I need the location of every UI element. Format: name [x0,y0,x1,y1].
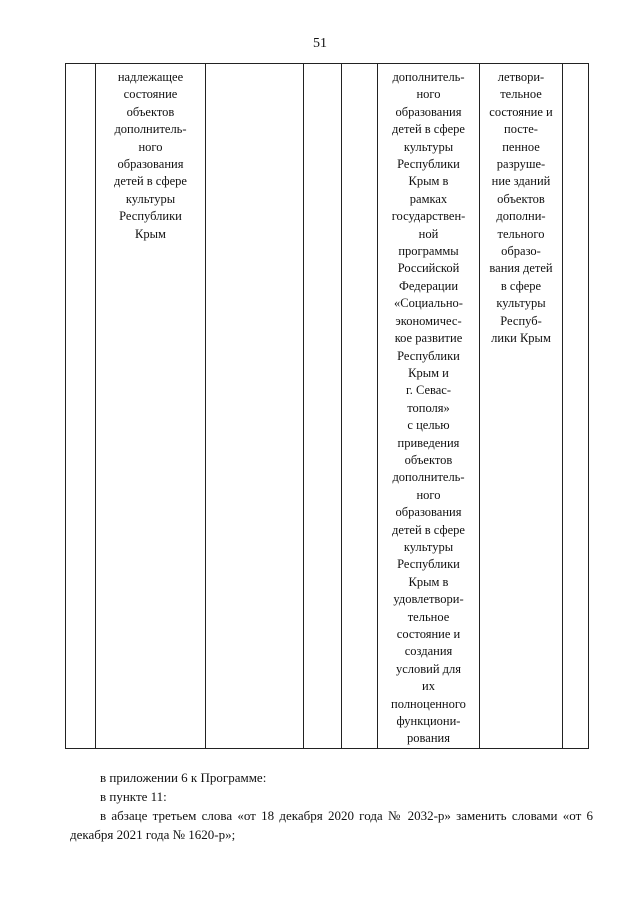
table-cell-result: летвори- тельное состояние и посте- пенное разруше- ние зданий объектов дополни- тельного образо- вания детей в сфере культуры Респуб- лики Крым [489,70,553,346]
program-table [65,63,589,749]
table-cell-object-name: надлежащее состояние объектов дополнитель- ного образования детей в сфере культуры Республики Крым [114,70,187,241]
table-cell-goal: дополнитель- ного образования детей в сфере культуры Республики Крым в рамках государствен- ной программы Российской Федерации «Социально- экономичес- кое развитие Республики Крым и г. Севас- тополя» с целью приведения объектов дополнитель- ного образования детей в сфере культуры Республики Крым в удовлетвори- тельное состояние и создания условий для их полноценного функциони- рования [391,70,466,746]
table-divider [341,64,342,748]
table-divider [562,64,563,748]
amendment-paragraph-appendix: в приложении 6 к Программе: [100,770,267,785]
amendment-paragraph-replacement: в абзаце третьем слова «от 18 декабря 2020 года № 2032-р» заменить словами «от 6 декабря 2021 года № 1620-р»; [70,808,593,842]
table-divider [205,64,206,748]
amendment-paragraph-item: в пункте 11: [100,789,167,804]
page-number: 51 [313,36,327,51]
table-divider [303,64,304,748]
